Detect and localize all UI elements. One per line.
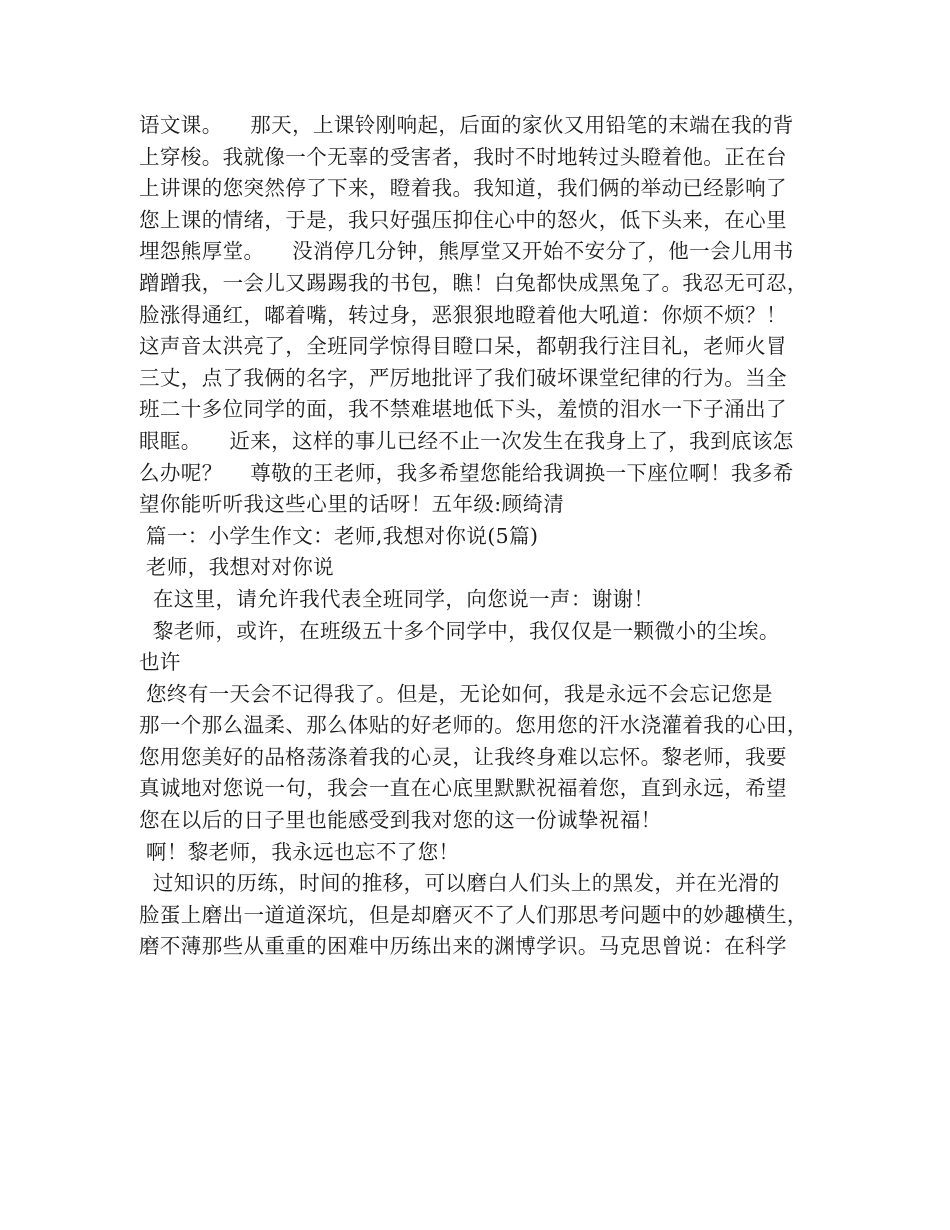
text-line-26: 脸蛋上磨出一道道深坑，但是却磨灭不了人们那思考问题中的妙趣横生， <box>139 902 808 927</box>
text-line-6: 蹭蹭我，一会儿又踢踢我的书包，瞧！白兔都快成黑兔了。我忍无可忍， <box>139 270 808 295</box>
text-line-25: 过知识的历练，时间的推移，可以磨白人们头上的黑发，并在光滑的 <box>139 871 780 896</box>
text-line-7: 脸涨得通红，嘟着嘴，转过身，恶狠狠地瞪着他大吼道：你烦不烦？！ <box>139 302 787 327</box>
text-line-2: 上穿梭。我就像一个无辜的受害者，我时不时地转过头瞪着他。正在台 <box>139 144 787 169</box>
text-line-18: 也许 <box>139 650 181 675</box>
document-body <box>139 110 829 963</box>
text-line-11: 眼眶。 近来，这样的事儿已经不止一次发生在我身上了，我到底该怎 <box>139 428 794 453</box>
text-line-5: 埋怨熊厚堂。 没消停几分钟，熊厚堂又开始不安分了，他一会儿用书 <box>139 239 794 264</box>
text-line-22: 真诚地对您说一句，我会一直在心底里默默祝福着您，直到永远，希望 <box>139 776 787 801</box>
text-line-27: 磨不薄那些从重重的困难中历练出来的渊博学识。马克思曾说：在科学 <box>139 934 787 959</box>
essay-title: 老师，我想对对你说 <box>139 555 335 580</box>
text-line-8: 这声音太洪亮了，全班同学惊得目瞪口呆，都朝我行注目礼，老师火冒 <box>139 334 787 359</box>
text-line-4: 您上课的情绪，于是，我只好强压抑住心中的怒火，低下头来，在心里 <box>139 207 787 232</box>
text-line-10: 班二十多位同学的面，我不禁难堪地低下头，羞愤的泪水一下子涌出了 <box>139 397 787 422</box>
text-line-20: 那一个那么温柔、那么体贴的好老师的。您用您的汗水浇灌着我的心田， <box>139 713 808 738</box>
text-line-24: 啊！黎老师，我永远也忘不了您！ <box>139 839 460 864</box>
section-heading: 篇一：小学生作文：老师,我想对你说(5篇) <box>139 523 539 548</box>
text-line-16: 在这里，请允许我代表全班同学，向您说一声：谢谢！ <box>139 586 655 611</box>
text-line-13: 望你能听听我这些心里的话呀！五年级:顾绮清 <box>139 492 565 517</box>
text-line-12: 么办呢？ 尊敬的王老师，我多希望您能给我调换一下座位啊！我多希 <box>139 460 794 485</box>
text-line-1: 语文课。 那天，上课铃刚响起，后面的家伙又用铅笔的末端在我的背 <box>139 113 794 137</box>
text-line-19: 您终有一天会不记得我了。但是，无论如何，我是永远不会忘记您是 <box>139 681 773 706</box>
text-line-21: 您用您美好的品格荡涤着我的心灵，让我终身难以忘怀。黎老师，我要 <box>139 744 787 769</box>
text-line-23: 您在以后的日子里也能感受到我对您的这一份诚挚祝福！ <box>139 808 662 833</box>
text-line-3: 上讲课的您突然停了下来，瞪着我。我知道，我们俩的举动已经影响了 <box>139 176 787 201</box>
text-line-9: 三丈，点了我俩的名字，严厉地批评了我们破坏课堂纪律的行为。当全 <box>139 365 787 390</box>
text-line-17: 黎老师，或许，在班级五十多个同学中，我仅仅是一颗微小的尘埃。 <box>139 618 780 643</box>
